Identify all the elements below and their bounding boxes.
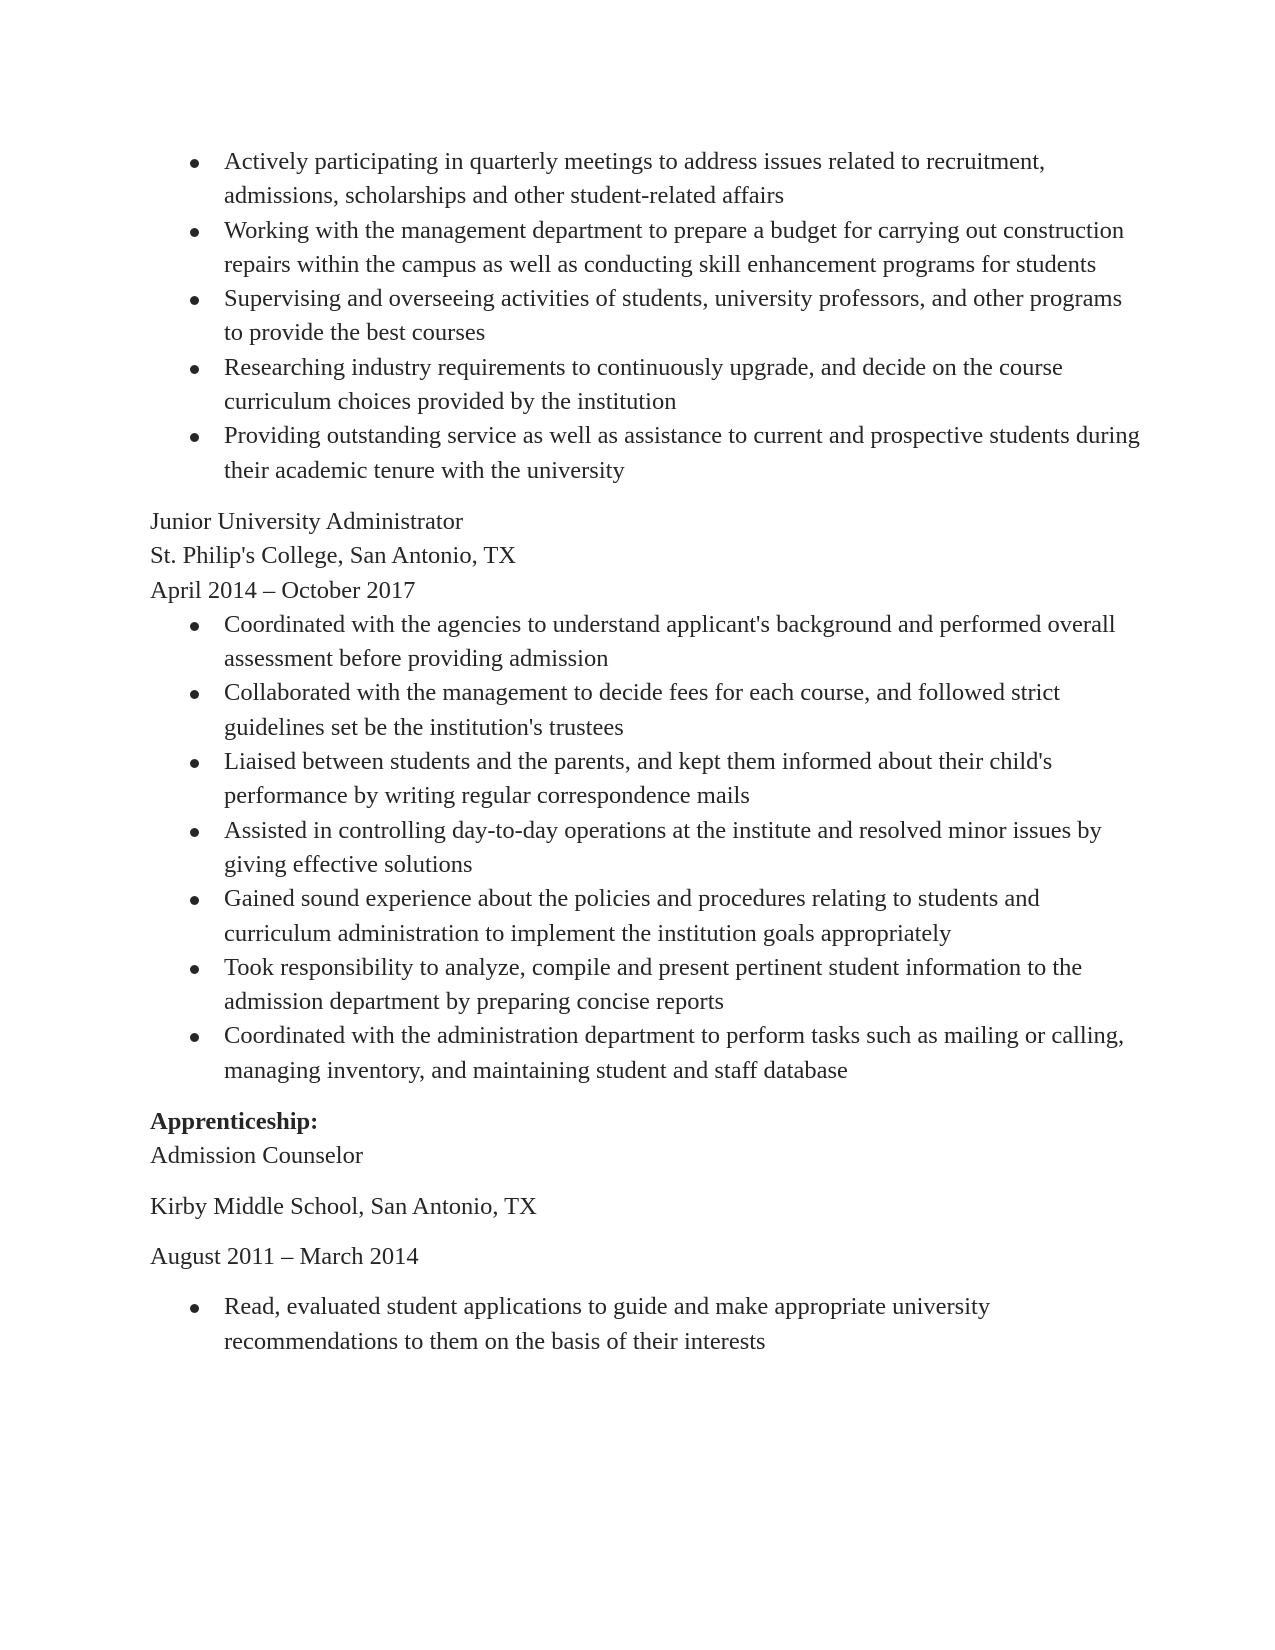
bullet-text: Researching industry requirements to continuously upgrade, and decide on the course curriculum choices provided by the institution bbox=[224, 353, 1063, 416]
job-title: Junior University Administrator bbox=[150, 507, 464, 535]
list-item bbox=[150, 282, 1140, 351]
bullet-icon bbox=[190, 433, 199, 442]
bullet-text: Supervising and overseeing activities of students, university professors, and other programs to provide the best courses bbox=[224, 285, 1123, 347]
bullet-icon bbox=[190, 296, 199, 305]
junior-admin-bullet-list bbox=[150, 608, 1140, 1088]
list-item bbox=[150, 351, 1140, 420]
list-item bbox=[150, 145, 1140, 214]
section-spacer bbox=[150, 1088, 1140, 1105]
list-item bbox=[150, 1290, 1140, 1359]
current-role-bullet-list bbox=[150, 145, 1140, 488]
bullet-icon bbox=[190, 896, 199, 905]
bullet-text: Actively participating in quarterly meetings to address issues related to recruitment, admissions, scholarships and other student-related affairs bbox=[224, 148, 1046, 210]
resume-content bbox=[150, 145, 1140, 1359]
bullet-text: Coordinated with the administration department to perform tasks such as mailing or calling, managing inventory, and maintaining student and staff database bbox=[224, 1022, 1125, 1084]
job-dates: April 2014 – October 2017 bbox=[150, 576, 416, 604]
bullet-icon bbox=[190, 759, 199, 768]
bullet-text: Liaised between students and the parents, and kept them informed about their child's performance by writing regular correspondence mails bbox=[224, 748, 1053, 810]
bullet-icon bbox=[190, 965, 199, 974]
bullet-icon bbox=[190, 622, 199, 631]
bullet-text: Working with the management department to prepare a budget for carrying out construction repairs within the campus as well as conducting skill enhancement programs for students bbox=[224, 216, 1125, 278]
list-item bbox=[150, 951, 1140, 1020]
list-item bbox=[150, 814, 1140, 883]
paragraph-spacer bbox=[150, 1224, 1140, 1240]
job-employer: Kirby Middle School, San Antonio, TX bbox=[150, 1192, 537, 1220]
bullet-text: Collaborated with the management to decide fees for each course, and followed strict guidelines set be the institution's trustees bbox=[224, 679, 1061, 741]
list-item bbox=[150, 745, 1140, 814]
bullet-text: Gained sound experience about the policies and procedures relating to students and curriculum administration to implement the institution goals appropriately bbox=[224, 885, 1040, 947]
bullet-icon bbox=[190, 1033, 199, 1042]
bullet-icon bbox=[190, 690, 199, 699]
list-item bbox=[150, 419, 1140, 488]
list-item bbox=[150, 676, 1140, 745]
list-item bbox=[150, 882, 1140, 951]
bullet-text: Coordinated with the agencies to understand applicant's background and performed overall assessment before providing admission bbox=[224, 610, 1116, 673]
job-employer: St. Philip's College, San Antonio, TX bbox=[150, 542, 517, 570]
job-dates: August 2011 – March 2014 bbox=[150, 1242, 419, 1270]
bullet-text: Took responsibility to analyze, compile and present pertinent student information to the admission department by preparing concise reports bbox=[224, 953, 1083, 1016]
bullet-icon bbox=[190, 1304, 199, 1313]
bullet-text: Providing outstanding service as well as assistance to current and prospective students during their academic tenure with the university bbox=[224, 422, 1140, 484]
paragraph-spacer bbox=[150, 1174, 1140, 1190]
apprenticeship-bullet-list bbox=[150, 1290, 1140, 1359]
bullet-icon bbox=[190, 228, 199, 237]
list-item bbox=[150, 608, 1140, 677]
list-item bbox=[150, 1019, 1140, 1088]
section-heading-apprenticeship: Apprenticeship: bbox=[150, 1108, 319, 1136]
bullet-text: Read, evaluated student applications to guide and make appropriate university recommendations to them on the basis of their interests bbox=[224, 1293, 991, 1355]
bullet-icon bbox=[190, 365, 199, 374]
list-item bbox=[150, 214, 1140, 283]
job-title: Admission Counselor bbox=[150, 1142, 364, 1170]
bullet-text: Assisted in controlling day-to-day operations at the institute and resolved minor issues by giving effective solutions bbox=[224, 816, 1102, 878]
paragraph-spacer bbox=[150, 1274, 1140, 1290]
section-spacer bbox=[150, 488, 1140, 505]
bullet-icon bbox=[190, 159, 199, 168]
bullet-icon bbox=[190, 828, 199, 837]
